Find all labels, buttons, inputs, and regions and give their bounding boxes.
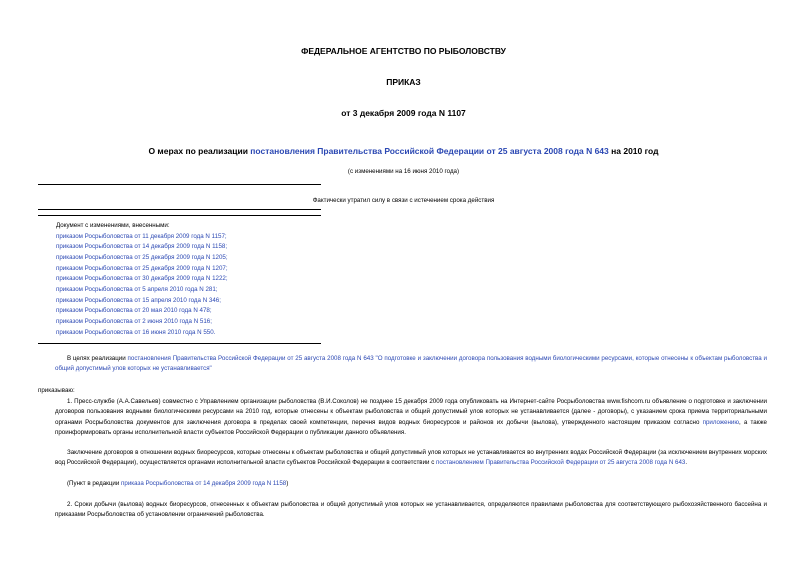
heading-suffix: на 2010 год [608, 146, 659, 156]
amendment-link[interactable]: приказом Росрыболовства от 16 июня 2010 года N 550. [56, 329, 216, 336]
amendment-link[interactable]: приказом Росрыболовства от 20 мая 2010 года N 478; [56, 307, 212, 314]
edition-note-end: ) [286, 480, 289, 487]
amendments-intro: Документ с изменениями, внесенными: [56, 222, 170, 229]
decree-643-link[interactable]: постановлением Правительства Российской Федерации от 25 августа 2008 года N 643 [436, 459, 686, 467]
amendment-link[interactable]: приказом Росрыболовства от 25 декабря 2009 года N 1205; [56, 254, 228, 261]
paragraph-2: 2. Сроки добычи (вылова) водных биоресурсов, отнесенных к объектам рыболовства и общий допустимый улов которых не устанавливается, определяются правилами рыболовства для соответствующего рыбохозяйственного бассейна и приказами Росрыболовства об установлении ограничений рыболовства. [55, 501, 767, 519]
edition-note-text: (Пункт в редакции [67, 480, 122, 487]
preamble-paragraph [55, 354, 767, 375]
heading-prefix: О мерах по реализации [148, 146, 251, 156]
amendment-link[interactable]: приказом Росрыболовства от 2 июня 2010 года N 516; [56, 318, 212, 325]
document-date-number: от 3 декабря 2009 года N 1107 [341, 108, 466, 118]
order-1158-link[interactable]: приказа Росрыболовства от 14 декабря 2009 года N 1158 [121, 480, 287, 487]
orders-line: приказываю: [38, 387, 75, 394]
paragraph-1-addendum-end: . [685, 459, 688, 467]
amendment-link[interactable]: приказом Росрыболовства от 15 апреля 2010 года N 346; [56, 297, 221, 304]
paragraph-1-text: 1. Пресс-службе (А.А.Савельев) совместно с Управлением организации рыболовства (В.И.Соколов) не позднее 15 декабря 2009 года опубликовать на Интернет-сайте Росрыболовства www.fishcom.ru объявление о подготовке и заключении договоров пользования водными биологическими ресурсами на 2010 год, которые отнесены к объектам рыболовства и общий допустимый улов которых не устанавливается (далее - договоры), с указанием срока приема территориальными органами Росрыболовства документов для заключения договора в пределах своей компетенции, перечня видов водных биоресурсов и районов их добычи (вылова), утвержденного настоящим приказом согласно [55, 398, 767, 426]
status-note: Фактически утратил силу в связи с истечением срока действия [312, 197, 495, 204]
amendment-link[interactable]: приказом Росрыболовства от 14 декабря 2009 года N 1158; [56, 243, 228, 250]
agency-name: ФЕДЕРАЛЬНОЕ АГЕНТСТВО ПО РЫБОЛОВСТВУ [301, 46, 506, 56]
paragraph-1 [55, 397, 767, 439]
amendment-link[interactable]: приказом Росрыболовства от 5 апреля 2010 года N 281; [56, 286, 218, 293]
edition-note [55, 479, 767, 489]
paragraph-1-addendum-text: Заключение договоров в отношении водных биоресурсов, которые отнесены к объектам рыболовства и общий допустимый улов которых не устанавливается во внутренних водах Российской Федерации (за исключением внутренних морских вод Российской Федерации), осуществляется органами исполнительной власти субъектов Российской Федерации в соответствии с [55, 449, 767, 467]
document-heading [0, 146, 807, 156]
revision-note: (с изменениями на 16 июня 2010 года) [347, 168, 460, 175]
amendment-link[interactable]: приказом Росрыболовства от 25 декабря 2009 года N 1207; [56, 265, 228, 272]
paragraph-1-addendum [55, 448, 767, 469]
paragraph-1-end: , а также проинформировать органы исполнительной власти субъектов Российской Федерации о публикации данного объявления. [55, 418, 767, 437]
divider [38, 215, 321, 216]
document-type: ПРИКАЗ [386, 77, 421, 87]
amendment-link[interactable]: приказом Росрыболовства от 11 декабря 2009 года N 1157; [56, 233, 227, 240]
heading-decree-link[interactable]: постановления Правительства Российской Федерации от 25 августа 2008 года N 643 [250, 146, 609, 156]
preamble-decree-link[interactable]: постановления Правительства Российской Федерации от 25 августа 2008 года N 643 "О подготовке и заключении договора пользования водными биологическими ресурсами, которые отнесены к объектам рыболовства и общий допустимый улов которых не устанавливается" [55, 355, 767, 373]
amendment-link[interactable]: приказом Росрыболовства от 30 декабря 2009 года N 1222; [56, 275, 228, 282]
appendix-link[interactable]: приложению [702, 418, 739, 426]
preamble-text: В целях реализации [67, 355, 128, 362]
divider [38, 343, 321, 344]
divider [38, 184, 321, 185]
divider [38, 209, 321, 210]
